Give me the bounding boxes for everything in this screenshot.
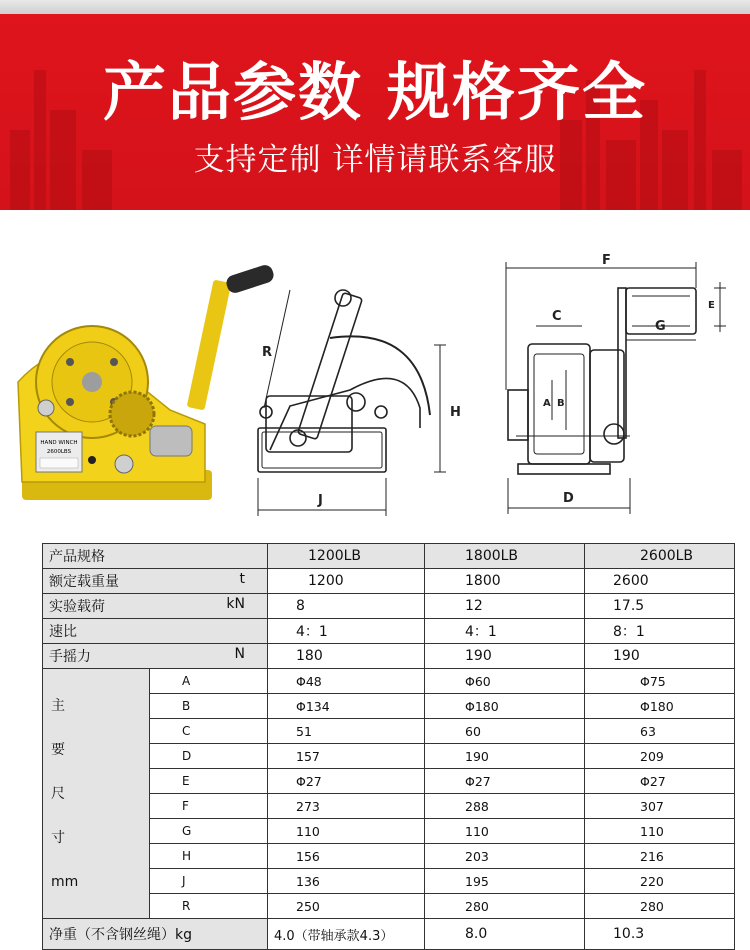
table-label-load: t 额定载重量 — [43, 569, 268, 594]
table-cell: 63 — [585, 719, 735, 744]
table-cell: 203 — [425, 844, 585, 869]
banner-title: 产品参数 规格齐全 — [103, 56, 647, 129]
dimension-group-char: 寸 — [51, 829, 65, 846]
table-row-load — [43, 569, 735, 594]
dim-key: E — [150, 769, 268, 794]
dim-label-F: F — [602, 253, 611, 268]
table-label-weight: 净重（不含钢丝绳）kg — [43, 919, 268, 950]
table-cell: 280 — [425, 894, 585, 919]
dim-key: H — [150, 844, 268, 869]
dim-label-B: B — [557, 398, 565, 409]
plate-line-1: HAND WINCH — [40, 440, 78, 446]
table-cell: 4：1 — [425, 619, 585, 644]
table-cell: Φ48 — [268, 669, 425, 694]
table-cell: 60 — [425, 719, 585, 744]
table-cell: 4：1 — [268, 619, 425, 644]
table-cell: Φ180 — [425, 694, 585, 719]
dim-label-H: H — [450, 405, 461, 420]
table-cell: 8：1 — [585, 619, 735, 644]
table-cell: 216 — [585, 844, 735, 869]
table-row-model — [43, 544, 735, 569]
dim-key: F — [150, 794, 268, 819]
dim-key: J — [150, 869, 268, 894]
table-cell: 157 — [268, 744, 425, 769]
table-cell: 17.5 — [585, 594, 735, 619]
dimension-group-label — [43, 669, 150, 919]
table-cell: 220 — [585, 869, 735, 894]
table-label-ratio: 速比 — [43, 619, 268, 644]
table-cell: 1800 — [425, 569, 585, 594]
table-cell: 190 — [425, 744, 585, 769]
table-cell: 51 — [268, 719, 425, 744]
dimension-group-char: mm — [51, 873, 79, 890]
table-unit: t — [239, 571, 245, 587]
plate-line-2: 2600LBS — [46, 449, 72, 455]
dim-label-R: R — [262, 345, 273, 360]
table-cell: 195 — [425, 869, 585, 894]
table-cell: 250 — [268, 894, 425, 919]
dim-key: A — [150, 669, 268, 694]
table-row-force — [43, 644, 735, 669]
table-row-weight — [43, 919, 735, 950]
dim-label-E: E — [708, 300, 715, 311]
dim-label-D: D — [563, 491, 574, 506]
table-cell: Φ27 — [425, 769, 585, 794]
table-cell: Φ60 — [425, 669, 585, 694]
dimension-group-char: 主 — [51, 697, 65, 714]
table-row-test — [43, 594, 735, 619]
table-cell: 288 — [425, 794, 585, 819]
table-cell: Φ27 — [585, 769, 735, 794]
dim-key: B — [150, 694, 268, 719]
table-cell: 12 — [425, 594, 585, 619]
table-cell: 209 — [585, 744, 735, 769]
table-cell: 110 — [585, 819, 735, 844]
table-cell: Φ134 — [268, 694, 425, 719]
table-cell: Φ180 — [585, 694, 735, 719]
table-cell: 110 — [425, 819, 585, 844]
table-row-dim-A — [43, 669, 735, 694]
table-unit: N — [234, 646, 245, 662]
table-cell: 2600 — [585, 569, 735, 594]
table-cell: 307 — [585, 794, 735, 819]
table-cell: 190 — [585, 644, 735, 669]
dim-key: G — [150, 819, 268, 844]
table-cell: 8 — [268, 594, 425, 619]
table-cell: 4.0（带轴承款4.3） — [268, 919, 425, 950]
dim-label-J: J — [318, 493, 323, 508]
dim-label-A: A — [543, 398, 551, 409]
front-view-drawing — [506, 262, 726, 514]
table-cell: Φ27 — [268, 769, 425, 794]
table-cell: 8.0 — [425, 919, 585, 950]
promo-banner — [0, 0, 750, 210]
table-cell: 180 — [268, 644, 425, 669]
table-cell: 1200 — [268, 569, 425, 594]
table-cell: 156 — [268, 844, 425, 869]
winch-product-image — [18, 263, 276, 500]
dim-label-G: G — [655, 319, 666, 334]
table-label-model: 产品规格 — [43, 544, 268, 569]
side-view-drawing — [258, 290, 446, 516]
table-cell: 110 — [268, 819, 425, 844]
table-cell: 2600LB — [585, 544, 735, 569]
table-cell: 136 — [268, 869, 425, 894]
dim-key: R — [150, 894, 268, 919]
table-unit: kN — [226, 596, 245, 612]
table-cell: Φ75 — [585, 669, 735, 694]
table-cell: 1800LB — [425, 544, 585, 569]
dimension-group-char: 尺 — [51, 785, 65, 802]
table-cell: 10.3 — [585, 919, 735, 950]
banner-subtitle: 支持定制 详情请联系客服 — [193, 142, 557, 178]
dim-key: D — [150, 744, 268, 769]
table-cell: 190 — [425, 644, 585, 669]
product-figure — [0, 210, 750, 540]
dimension-group-char: 要 — [51, 741, 65, 758]
table-row-ratio — [43, 619, 735, 644]
dim-label-C: C — [552, 309, 562, 324]
table-label-force: N 手摇力 — [43, 644, 268, 669]
specification-table — [42, 543, 735, 950]
dim-key: C — [150, 719, 268, 744]
table-label-test: kN 实验载荷 — [43, 594, 268, 619]
table-cell: 280 — [585, 894, 735, 919]
table-cell: 273 — [268, 794, 425, 819]
table-cell: 1200LB — [268, 544, 425, 569]
